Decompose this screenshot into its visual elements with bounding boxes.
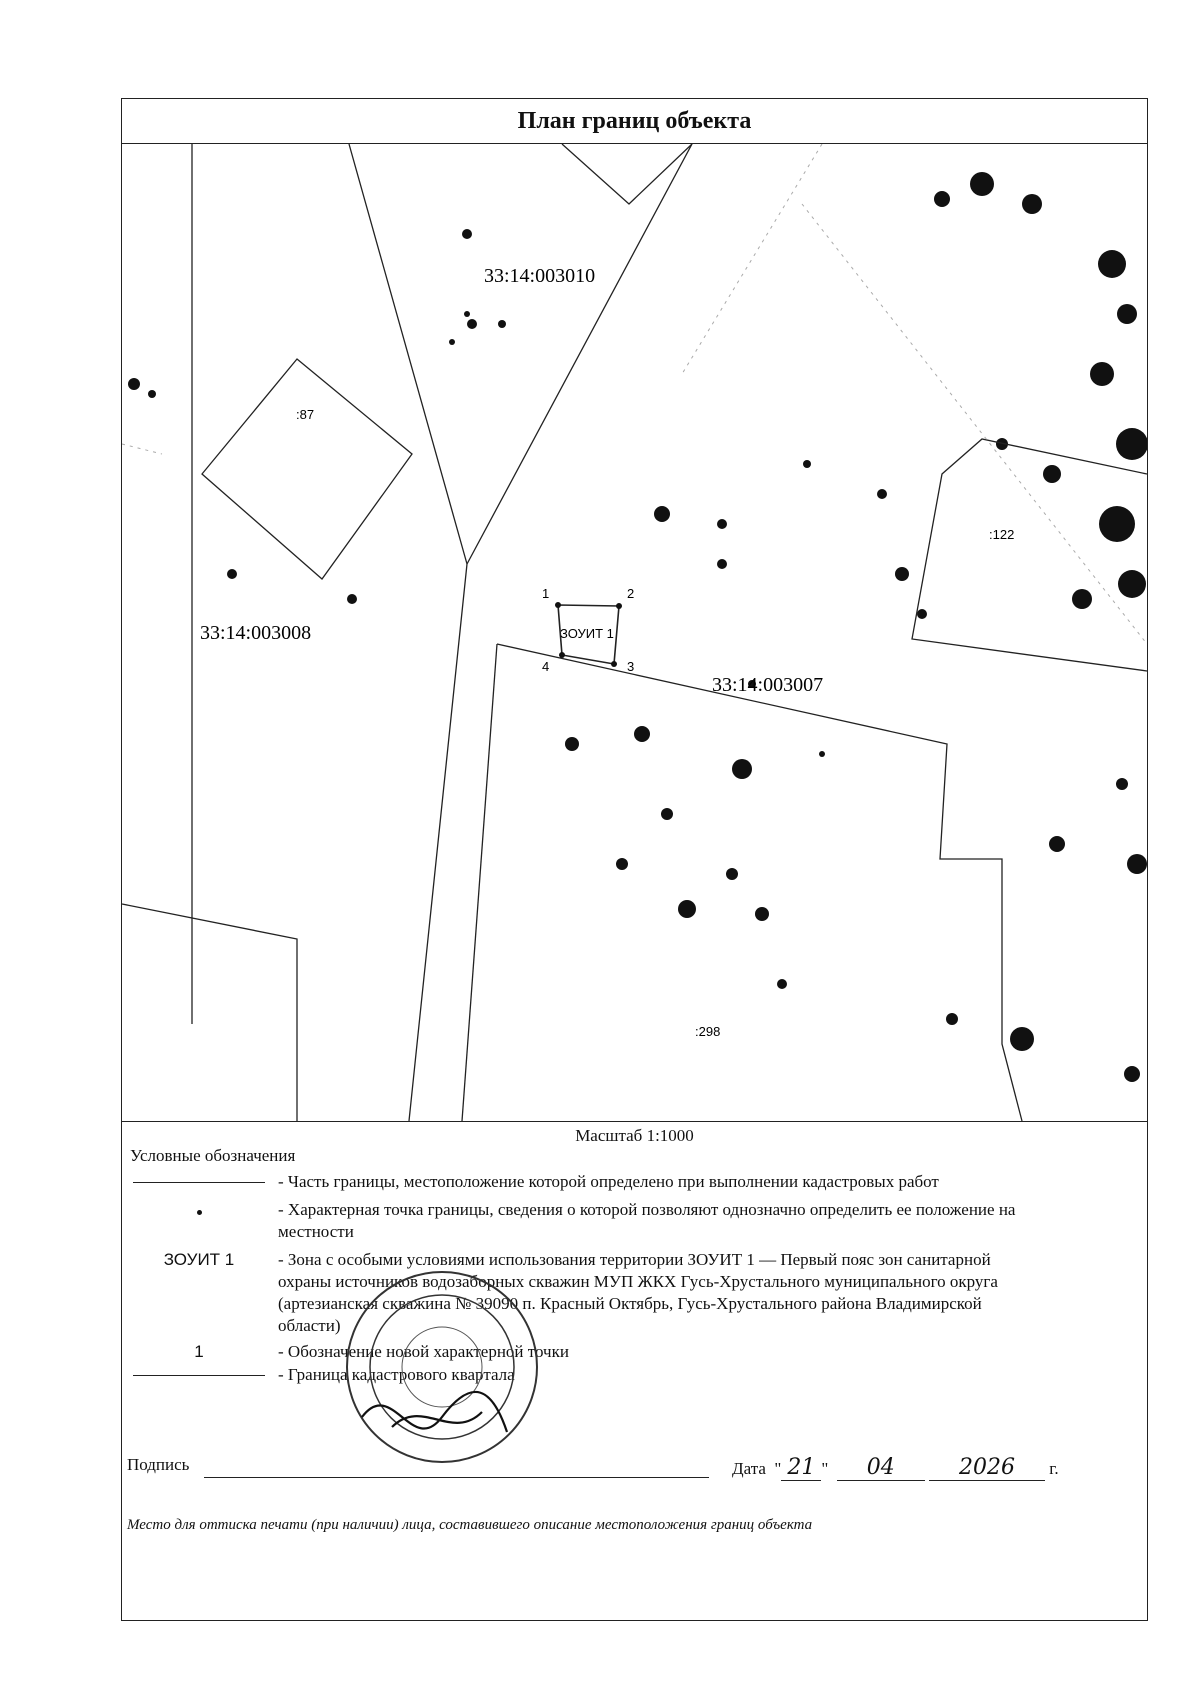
point-label-3: 3 <box>627 659 635 674</box>
legend-item-boundary-part <box>130 1171 1130 1195</box>
parcel-label-87: :87 <box>296 407 315 422</box>
date-suffix: г. <box>1049 1459 1059 1478</box>
date-year: 2026 <box>929 1455 1045 1481</box>
parcel-298 <box>497 644 1022 1121</box>
date-day: 21 <box>781 1455 821 1481</box>
map-drawing <box>122 144 1147 1121</box>
point-label-4: 4 <box>542 659 550 674</box>
legend-item-point <box>130 1199 1130 1245</box>
legend-item-new-point <box>130 1341 1130 1365</box>
legend-point-number-symbol: 1 <box>194 1342 204 1361</box>
quarter-boundary-b <box>467 144 692 564</box>
legend-text: - Зона с особыми условиями использования территории ЗОУИТ 1 — Первый пояс зон санитарной охраны источников водозаборных скважин МУП ЖКХ Гусь-Хрустального муниципального округа (артезианская скважина № 39090 п. Красный Октябрь, Гусь-Хрустального района Владимирской области) <box>278 1250 998 1335</box>
map-scale: Масштаб 1:1000 <box>122 1121 1147 1146</box>
legend-title: Условные обозначения <box>130 1146 296 1165</box>
signature-line <box>204 1477 709 1478</box>
legend-item-zone <box>130 1249 1130 1341</box>
page-title: План границ объекта <box>122 99 1147 144</box>
legend-text: - Характерная точка границы, сведения о которой позволяют однозначно определить ее положение на местности <box>278 1200 1016 1241</box>
parcel-top-triangle <box>562 144 692 204</box>
quarter-label-003010: 33:14:003010 <box>484 265 596 287</box>
signature-label: Подпись <box>127 1455 190 1474</box>
legend-line-symbol <box>130 1364 268 1376</box>
legend-text: - Граница кадастрового квартала <box>278 1365 515 1384</box>
stamp-caption: Место для оттиска печати (при наличии) лица, составившего описание местоположения границ объекта <box>127 1517 813 1533</box>
quarter-boundary-c <box>409 564 467 1121</box>
legend-line-symbol <box>130 1171 268 1183</box>
point-label-1: 1 <box>542 586 550 601</box>
document-sheet <box>121 98 1148 1621</box>
point-label-2: 2 <box>627 586 635 601</box>
boundary-map <box>122 144 1147 1121</box>
legend-text: - Часть границы, местоположение которой определено при выполнении кадастровых работ <box>278 1172 939 1191</box>
parcel-southwest <box>122 904 297 1121</box>
parcel-label-298: :298 <box>695 1024 721 1039</box>
legend-zone-symbol: ЗОУИТ 1 <box>163 1250 235 1269</box>
date-month: 04 <box>837 1455 925 1481</box>
parcel-122 <box>912 439 1147 671</box>
legend-text: - Обозначение новой характерной точки <box>278 1342 569 1361</box>
zone-label: ЗОУИТ 1 <box>560 626 614 641</box>
parcel-87 <box>202 359 412 579</box>
seal-stamp <box>332 1267 552 1467</box>
date-field: Дата " 21 " 04 2026 г. <box>732 1455 1059 1480</box>
quarter-label-003007: 33:14:003007 <box>712 674 824 696</box>
quarter-boundary-a <box>349 144 467 564</box>
date-label: Дата <box>732 1459 766 1478</box>
legend-item-quarter-boundary <box>130 1364 1130 1388</box>
parcel-label-122: :122 <box>989 527 1015 542</box>
quarter-label-003008: 33:14:003008 <box>200 622 312 644</box>
legend-dot-symbol <box>130 1199 268 1215</box>
